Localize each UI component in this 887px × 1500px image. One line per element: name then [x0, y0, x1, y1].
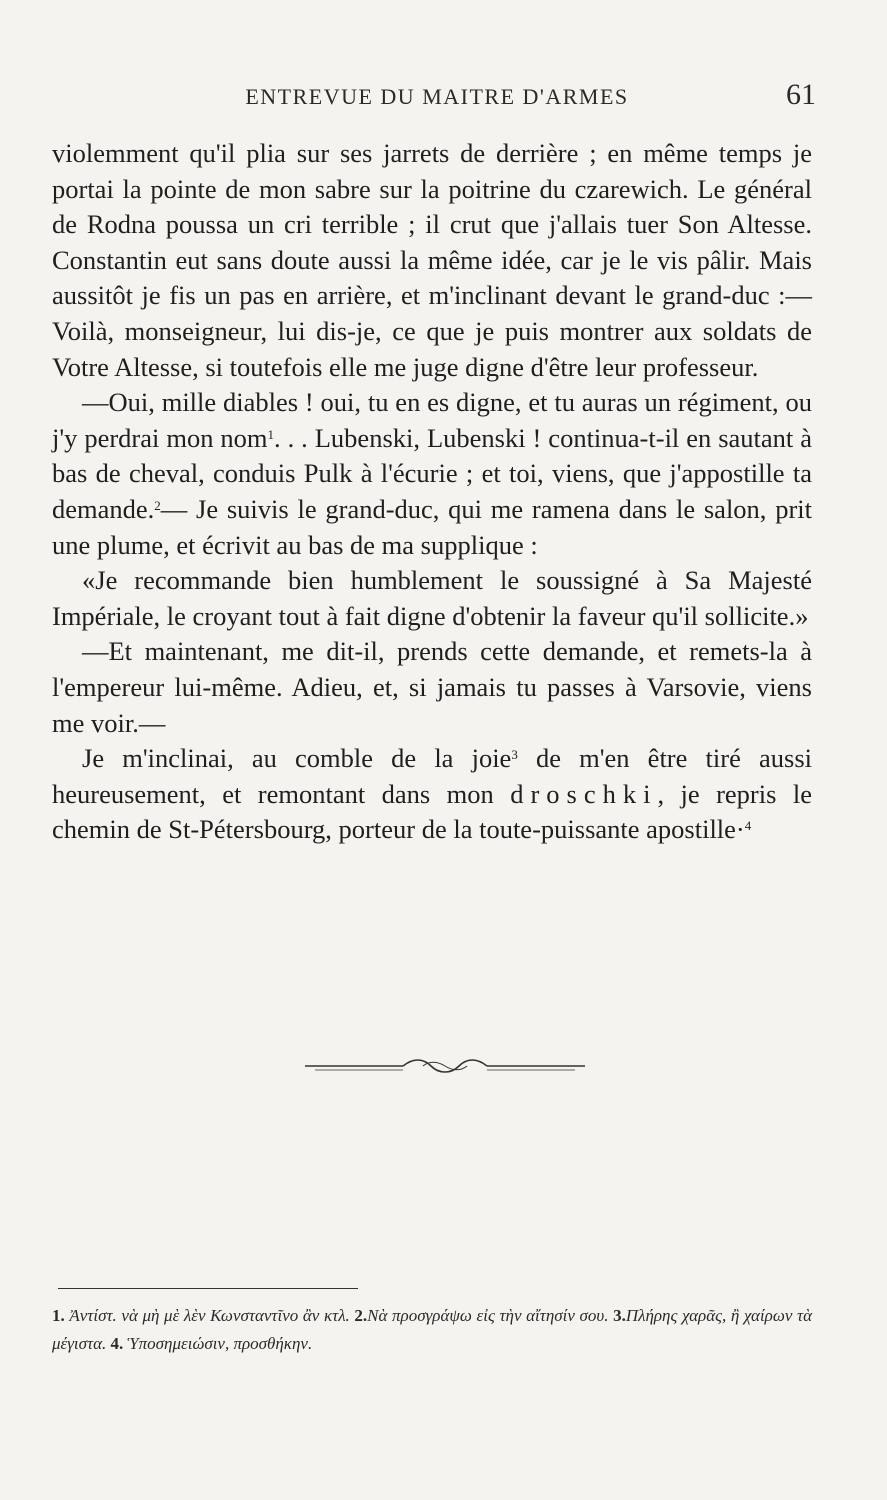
footnote-number-1: 1. — [52, 1306, 65, 1325]
footnote-rule — [58, 1288, 358, 1289]
footnote-text-1: Ἀντίστ. νὰ μὴ μὲ λὲν Κωνσταντῖνο ἂν κτλ. — [64, 1306, 355, 1325]
paragraph-2 — [52, 385, 812, 563]
footnote-ref-1: 1 — [267, 426, 275, 442]
footnote-text-4: Ὑποσημειώσιν, προσθήκην. — [123, 1334, 313, 1353]
ornament-divider — [305, 1057, 585, 1075]
paragraph-1: violemment qu'il plia sur ses jarrets de derrière ; en même temps je portai la pointe de mon sabre sur la poitrine du czarewich. Le général de Rodna poussa un cri terrible ; il crut que j'allais tuer Son Altesse. Constantin eut sans doute aussi la même idée, car je le vis pâlir. Mais aussitôt je fis un pas en arrière, et m'inclinant devant le grand-duc :— Voilà, monseigneur, lui dis-je, ce que je puis montrer aux soldats de Votre Altesse, si toutefois elle me juge digne d'être leur professeur. — [52, 138, 812, 382]
footnote-number-2: 2. — [354, 1306, 368, 1325]
spaced-word: droschki — [510, 778, 658, 809]
footnote-text-3: Πλήρης χαρᾶς, ἢ χαίρων τὰ μέγιστα. — [52, 1306, 812, 1353]
footnotes — [52, 1302, 812, 1358]
running-head — [52, 78, 822, 114]
page-number: 61 — [786, 78, 816, 111]
footnote-text-2: Νὰ προσγράψω εἰς τὴν αἴτησίν σου. — [367, 1306, 614, 1325]
footnote-number-4: 4. — [110, 1334, 124, 1353]
paragraph-3: «Je recommande bien humblement le soussigné à Sa Majesté Impériale, le croyant tout à fait digne d'obtenir la faveur qu'il sollicite.» — [52, 565, 812, 631]
footnote-number-3: 3. — [613, 1306, 626, 1325]
footnote-ref-3: 3 — [511, 747, 518, 763]
paragraph-2-part-a: —Oui, mille diables ! oui, tu en es digne, et tu auras un régiment, ou j'y perdrai mon nom — [52, 387, 812, 453]
running-title: ENTREVUE DU MAITRE D'ARMES — [245, 84, 629, 109]
footnote-ref-2: 2 — [154, 497, 161, 513]
paragraph-5 — [52, 741, 812, 848]
body-text — [52, 136, 812, 848]
paragraph-4: —Et maintenant, me dit-il, prends cette demande, et remets-la à l'empereur lui-même. Adieu, et, si jamais tu passes à Varsovie, viens me voir.— — [52, 636, 812, 738]
footnote-ref-4: 4 — [744, 818, 752, 834]
paragraph-2-part-c: — Je suivis le grand-duc, qui me ramena dans le salon, prit une plume, et écrivit au bas de ma supplique : — [52, 493, 812, 560]
paragraph-5-part-a: Je m'inclinai, au comble de la joie — [82, 743, 512, 774]
paragraph-5-part-c: , je repris le chemin de St-Pétersbourg, porteur de la toute-puissante apostille· — [52, 778, 812, 845]
paragraph-5-part-b: de m'en être tiré aussi heureusement, et remontant dans mon — [52, 743, 812, 809]
paragraph-2-part-b: . . . Lubenski, Lubenski ! continua-t-il en sautant à bas de cheval, conduis Pulk à l'écurie ; et toi, viens, que j'appostille ta demande. — [52, 422, 812, 524]
